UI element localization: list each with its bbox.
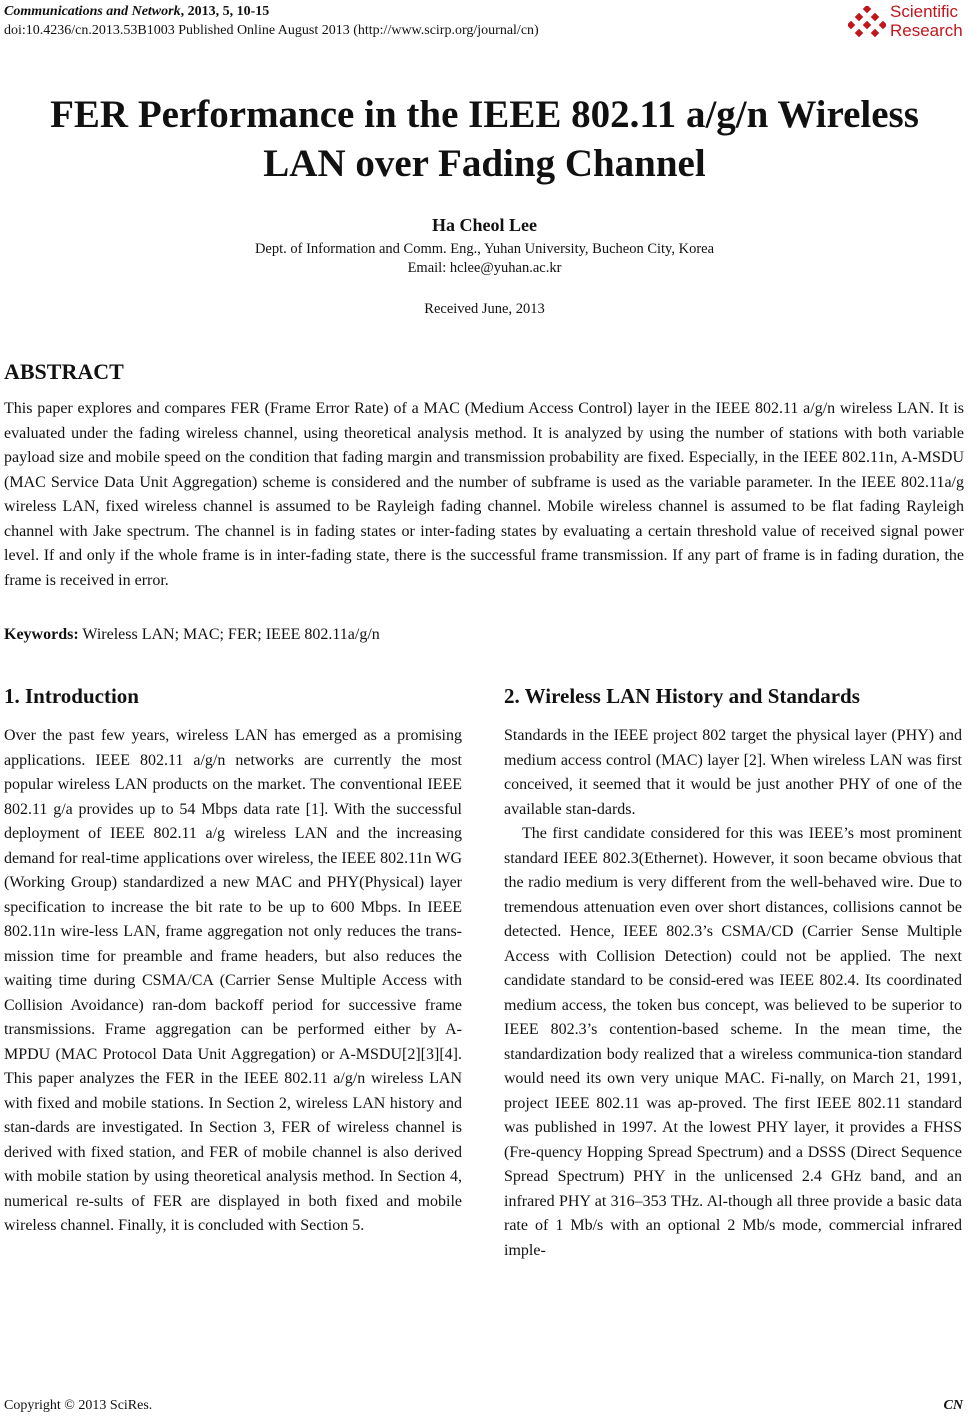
scientific-research-logo-icon [848,6,886,40]
author-name: Ha Cheol Lee [432,215,537,235]
author-affiliation: Dept. of Information and Comm. Eng., Yuhan University, Bucheon City, Korea [254,241,715,257]
section-2-paragraph-1: Standards in the IEEE project 802 target the physical layer (PHY) and medium access control (MAC) layer [2]. When wireless LAN was first conceived, it seemed that it would be just another PHY of one of the available stan-dards. [504,727,962,818]
logo-line-1: Scientific [890,2,959,21]
keywords-list: Wireless LAN; MAC; FER; IEEE 802.11a/g/n [78,626,380,643]
journal-name: Communications and Network [4,4,181,19]
right-column [504,682,962,1263]
title-line-1: FER Performance in the IEEE 802.11 a/g/n Wireless [50,93,919,136]
logo-line-2: Research [890,21,963,40]
footer-journal-abbr: CN [943,1398,963,1413]
left-column [4,682,462,1239]
journal-volume: , 2013, 5, 10-15 [180,4,270,19]
footer-copyright: Copyright © 2013 SciRes. [4,1398,153,1413]
section-2-paragraph-2: The first candidate considered for this was IEEE’s most prominent standard IEEE 802.3(Ethernet). However, it soon became obvious that the radio medium is very different from the well-behaved wire. Due to tremendous attenuation even over short distances, collisions cannot be detected. Hence, IEEE 802.3’s CSMA/CD (Carrier Sense Multiple Access with Collision Detection) could not be applied. The next candidate standard to be consid-ered was IEEE 802.4. Its coordinated medium access, the token bus concept, was believed to be superior to IEEE 802.3’s contention-based scheme. In the mean time, the standardization body realized that a wireless communica-tion standard would need its own very unique MAC. Fi-nally, on March 21, 1991, project IEEE 802.11 was ap-proved. The first IEEE 802.11 standard was published in 1997. At the lowest PHY layer, it provides a FHSS (Fre-quency Hopping Spread Spectrum) and a DSSS (Direct Sequence Spread Spectrum) PHY in the unlicensed 2.4 GHz band, and an infrared PHY at 316–353 THz. Al-though all three provide a basic data rate of 1 Mb/s with an optional 2 Mb/s mode, commercial infrared imple- [504,825,962,1259]
logo-text [890,2,963,40]
title-line-2: LAN over Fading Channel [263,142,706,185]
received-date: Received June, 2013 [424,301,545,317]
doi-line: doi:10.4236/cn.2013.53B1003 Published Online August 2013 (http://www.scirp.org/journal/cn) [4,23,539,38]
abstract-text: This paper explores and compares FER (Frame Error Rate) of a MAC (Medium Access Control) layer in the IEEE 802.11 a/g/n wireless LAN. It is evaluated under the fading wireless channel, using theoretical analysis method. It is analyzed by using the number of stations with both variable payload size and mobile speed on the condition that fading margin and transmission probability are fixed. Especially, in the IEEE 802.11n, A-MSDU (MAC Service Data Unit Aggregation) scheme is considered and the number of subframe is used as the variable parameter. In the IEEE 802.11a/g wireless LAN, fixed wireless channel is assumed to be Rayleigh fading channel. Mobile wireless channel is assumed to be flat fading Rayleigh channel with Jake spectrum. The channel is in fading states or inter-fading states by evaluating a certain threshold value of received signal power level. If and only if the whole frame is in inter-fading state, there is the successful frame transmission. If any part of frame is in fading duration, the frame is received in error. [4,400,964,589]
keywords-label: Keywords: [4,626,79,643]
section-2-heading: 2. Wireless LAN History and Standards [504,684,860,708]
section-1-paragraph: Over the past few years, wireless LAN has emerged as a promising applications. IEEE 802.11 a/g/n networks are currently the most popular wireless LAN products on the market. The conventional IEEE 802.11 g/a provides up to 54 Mbps data rate [1]. With the successful deployment of IEEE 802.11 a/g wireless LAN and the increasing demand for real-time applications over wireless, the IEEE 802.11n WG (Working Group) standardized a new MAC and PHY(Physical) layer specification to increase the bit rate to be up to 600 Mbps. In IEEE 802.11n wire-less LAN, frame aggregation not only reduces the trans-mission time for preamble and frame headers, but also reduces the waiting time during CSMA/CA (Carrier Sense Multiple Access with Collision Avoidance) ran-dom backoff period for successive frame transmissions. Frame aggregation can be performed either by A-MPDU (MAC Protocol Data Unit Aggregation) or A-MSDU[2][3][4]. This paper analyzes the FER in the IEEE 802.11 a/g/n wireless LAN with fixed and mobile stations. In Section 2, wireless LAN history and stan-dards are investigated. In Section 3, FER of wireless channel is derived with fixed station, and FER of mobile channel is also derived with mobile station by using theoretical analysis method. In Section 4, numerical re-sults of FER are displayed in both fixed and mobile wireless channel. Finally, it is concluded with Section 5. [4,727,462,1234]
publisher-logo [848,2,968,44]
keywords [4,626,964,644]
journal-citation [4,2,269,21]
author-email: Email: hclee@yuhan.ac.kr [407,260,562,276]
paper-title [0,90,969,188]
section-1-heading: 1. Introduction [4,684,139,708]
abstract-heading: ABSTRACT [4,359,124,384]
